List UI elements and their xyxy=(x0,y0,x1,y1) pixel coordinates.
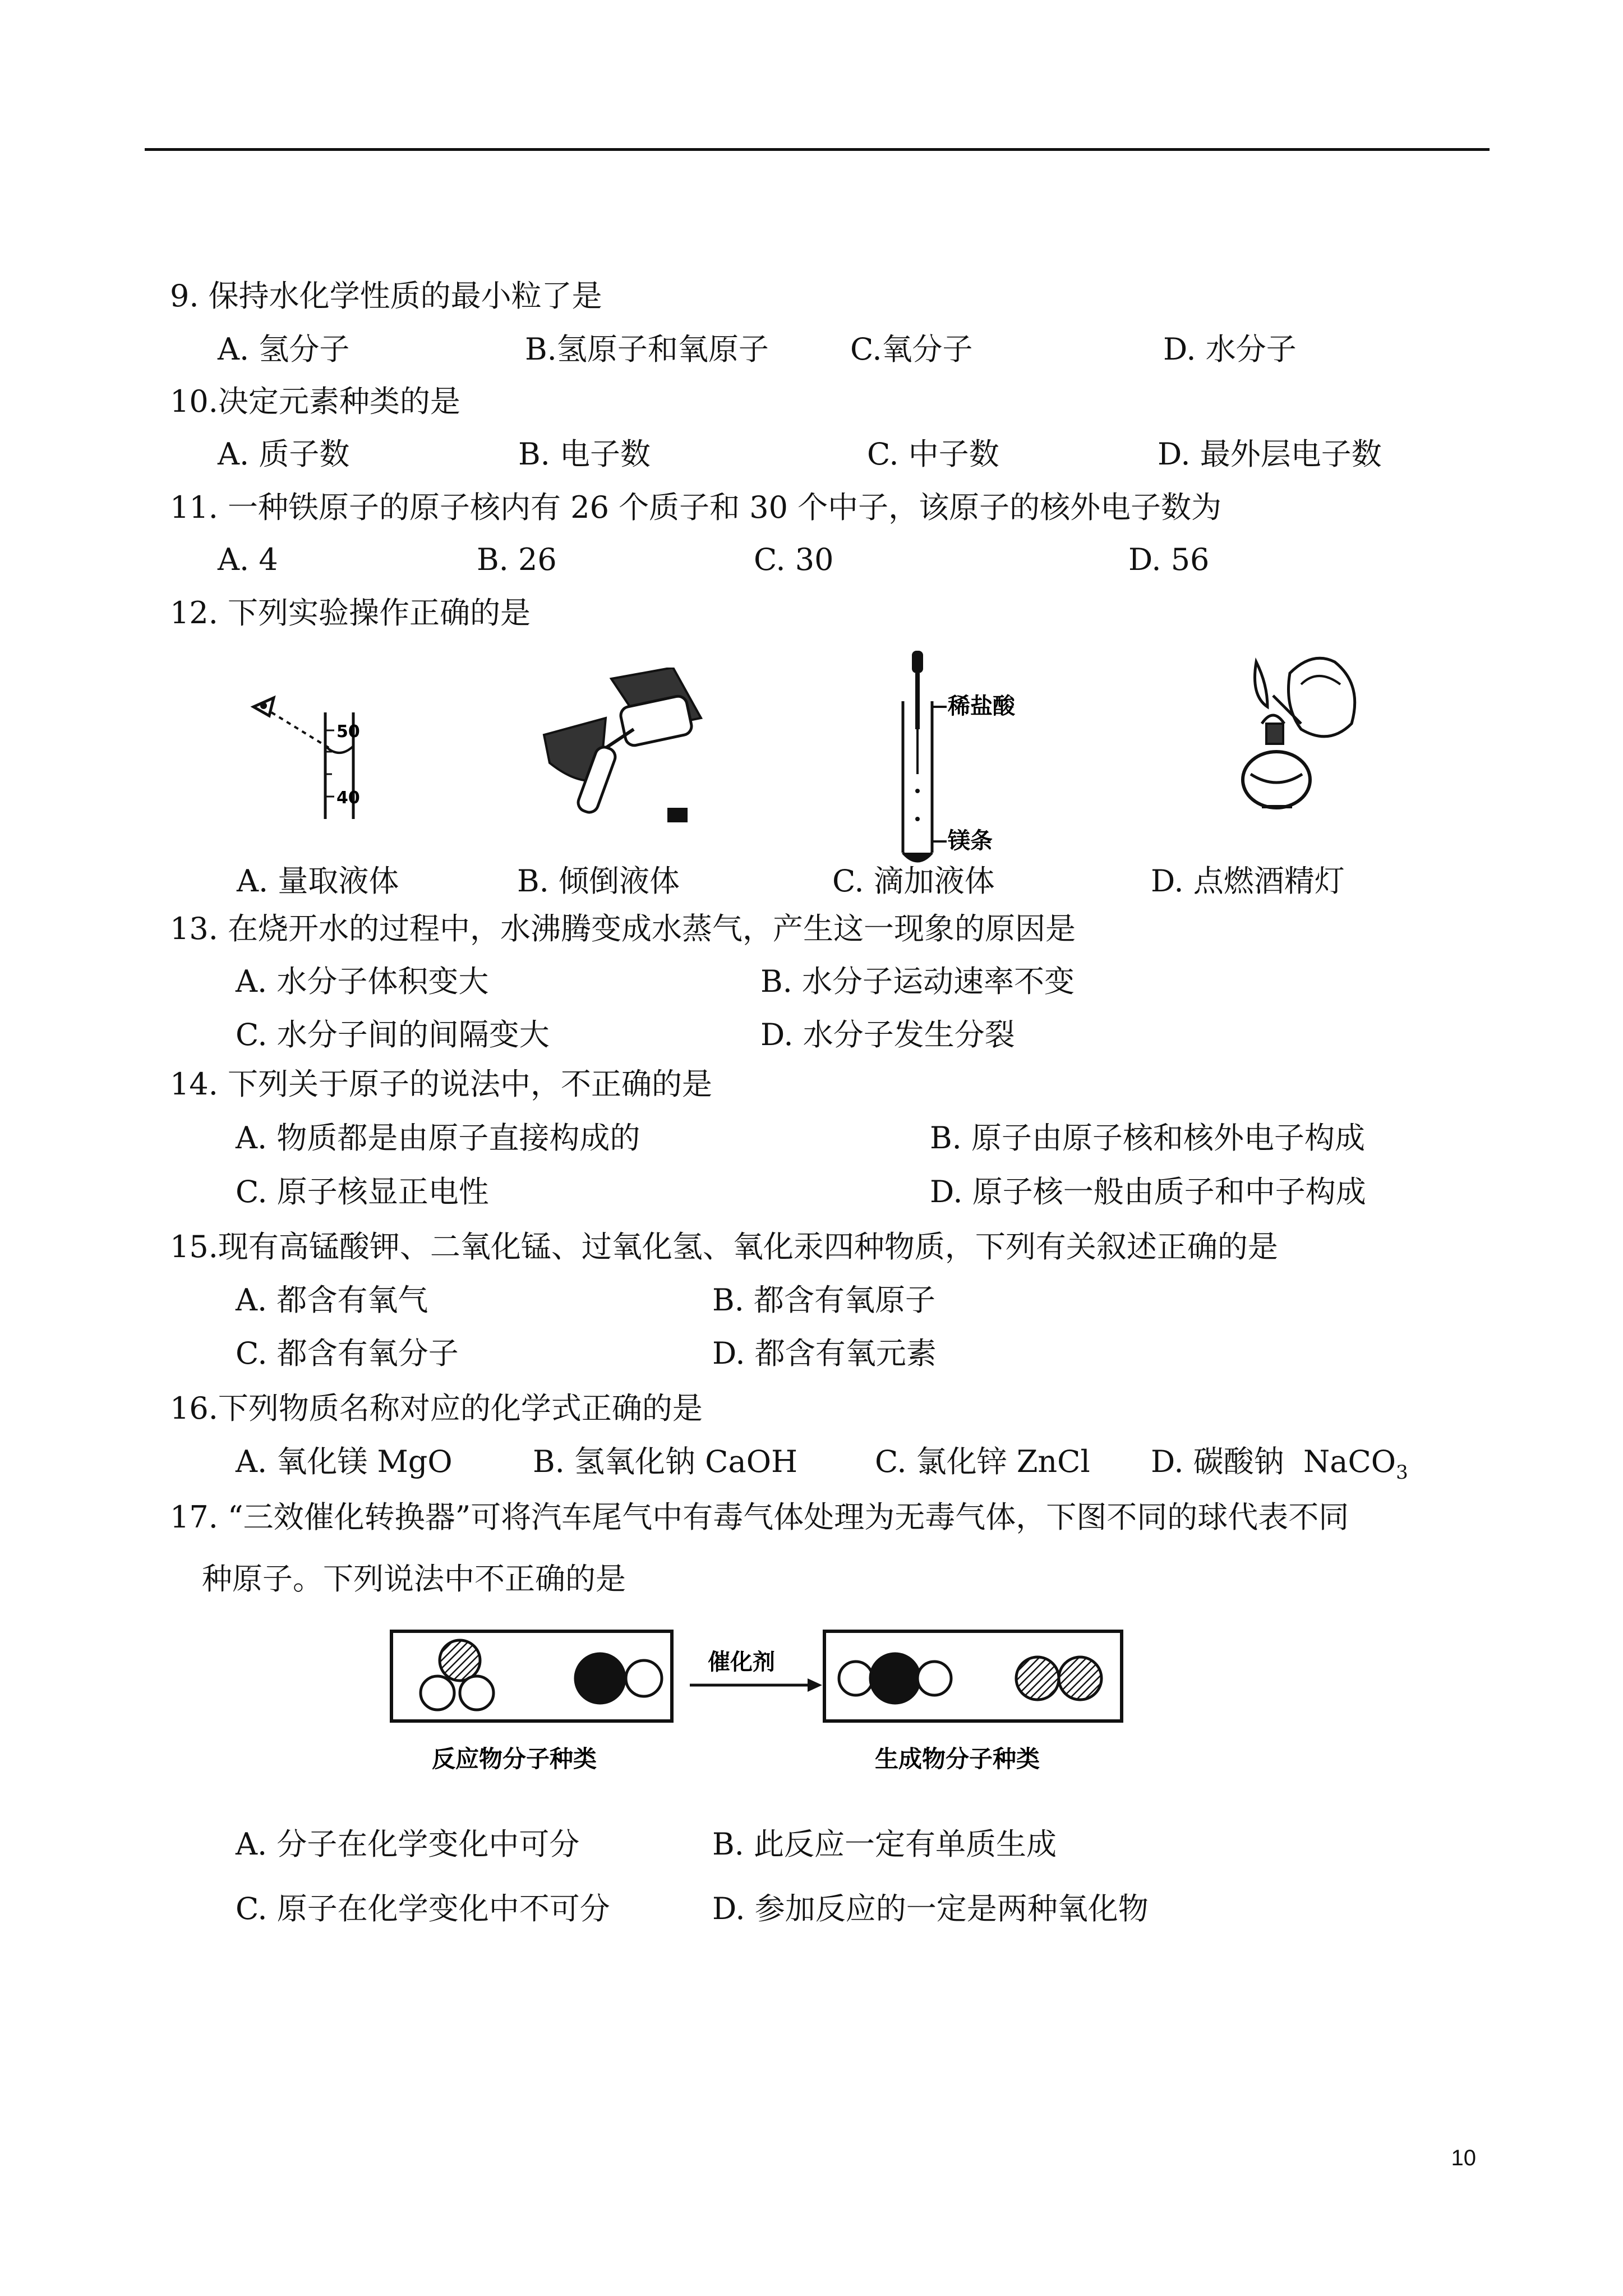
black-atom xyxy=(870,1654,920,1703)
q15-stem: 15.现有高锰酸钾、二氧化锰、过氧化氢、氧化汞四种物质，下列有关叙述正确的是 xyxy=(170,1229,1278,1264)
q16-option-b: B. 氢氧化钠 CaOH xyxy=(533,1444,798,1479)
q17-stem-line1: 17. “三效催化转换器”可将汽车尾气中有毒气体处理为无毒气体，下图不同的球代表不同 xyxy=(170,1499,1349,1535)
q10-option-c: C. 中子数 xyxy=(867,436,999,472)
q15-option-b: B. 都含有氧原子 xyxy=(712,1282,936,1318)
q10-option-a: A. 质子数 xyxy=(218,436,350,472)
q10-stem: 10.决定元素种类的是 xyxy=(170,384,460,419)
figure-catalytic-reaction xyxy=(387,1627,1138,1784)
q9-option-c: C.氧分子 xyxy=(850,332,973,367)
figure-pouring-liquid xyxy=(533,668,712,836)
dilute-hcl-label: 稀盐酸 xyxy=(948,693,1015,719)
product-caption: 生成物分子种类 xyxy=(875,1745,1040,1773)
q11-option-b: B. 26 xyxy=(477,542,557,577)
white-atom xyxy=(460,1676,494,1710)
page-number: 10 xyxy=(1451,2146,1476,2170)
q16-option-a: A. 氧化镁 MgO xyxy=(236,1444,453,1479)
q14-option-d: D. 原子核一般由质子和中子构成 xyxy=(930,1174,1366,1209)
q15-option-c: C. 都含有氧分子 xyxy=(236,1336,459,1371)
q13-option-d: D. 水分子发生分裂 xyxy=(760,1017,1015,1052)
q16-stem: 16.下列物质名称对应的化学式正确的是 xyxy=(170,1391,703,1426)
q12-option-c: C. 滴加液体 xyxy=(832,863,995,899)
q17-option-d: D. 参加反应的一定是两种氧化物 xyxy=(712,1891,1149,1926)
q9-stem: 9. 保持水化学性质的最小粒了是 xyxy=(170,278,602,314)
scale-bottom-label: 40 xyxy=(336,788,360,808)
q13-option-b: B. 水分子运动速率不变 xyxy=(760,964,1075,999)
q17-stem-line2: 种原子。下列说法中不正确的是 xyxy=(202,1561,626,1596)
q15-option-a: A. 都含有氧气 xyxy=(236,1282,428,1318)
q16-option-d xyxy=(1151,1443,1408,1491)
scale-top-label: 50 xyxy=(336,722,360,742)
white-atom xyxy=(917,1662,951,1695)
q9-option-d: D. 水分子 xyxy=(1163,332,1297,367)
q16-option-d-formula: NaCO xyxy=(1303,1444,1396,1479)
q16-option-d-name: D. 碳酸钠 xyxy=(1151,1444,1284,1479)
black-atom xyxy=(575,1654,625,1703)
q9-option-b: B.氢原子和氧原子 xyxy=(525,332,769,367)
q15-option-d: D. 都含有氧元素 xyxy=(712,1336,937,1371)
q14-stem: 14. 下列关于原子的说法中，不正确的是 xyxy=(170,1066,713,1102)
q11-stem: 11. 一种铁原子的原子核内有 26 个质子和 30 个中子，该原子的核外电子数为 xyxy=(170,490,1222,525)
white-atom xyxy=(421,1676,454,1710)
q16-option-d-subscript: 3 xyxy=(1396,1461,1408,1484)
hatched-atom xyxy=(1016,1657,1059,1700)
q12-option-b: B. 倾倒液体 xyxy=(517,863,680,899)
reactant-caption: 反应物分子种类 xyxy=(432,1745,597,1773)
q13-stem: 13. 在烧开水的过程中，水沸腾变成水蒸气，产生这一现象的原因是 xyxy=(170,911,1076,946)
q11-option-c: C. 30 xyxy=(754,542,834,577)
q12-option-a: A. 量取液体 xyxy=(237,863,399,899)
q12-option-d: D. 点燃酒精灯 xyxy=(1151,863,1345,899)
q10-option-d: D. 最外层电子数 xyxy=(1158,436,1382,472)
q17-option-b: B. 此反应一定有单质生成 xyxy=(712,1826,1057,1862)
q17-option-a: A. 分子在化学变化中可分 xyxy=(236,1826,580,1862)
hatched-atom xyxy=(1059,1657,1101,1700)
magnesium-ribbon-label: 镁条 xyxy=(948,828,993,854)
q17-option-c: C. 原子在化学变化中不可分 xyxy=(236,1891,610,1926)
catalyst-label: 催化剂 xyxy=(708,1649,775,1675)
eye-icon xyxy=(253,698,274,716)
q9-option-a: A. 氢分子 xyxy=(218,332,350,367)
white-atom xyxy=(626,1660,662,1696)
figure-dropping-liquid xyxy=(892,651,1038,869)
q11-option-a: A. 4 xyxy=(218,542,278,577)
q10-option-b: B. 电子数 xyxy=(518,436,651,472)
q14-option-a: A. 物质都是由原子直接构成的 xyxy=(236,1120,640,1156)
q12-stem: 12. 下列实验操作正确的是 xyxy=(170,595,531,631)
q14-option-c: C. 原子核显正电性 xyxy=(236,1174,489,1209)
q16-option-c: C. 氯化锌 ZnCl xyxy=(875,1444,1090,1479)
figure-lighting-lamp xyxy=(1234,651,1380,830)
q13-option-a: A. 水分子体积变大 xyxy=(236,964,489,999)
figure-measuring-liquid xyxy=(247,690,370,825)
q11-option-d: D. 56 xyxy=(1128,542,1210,577)
q13-option-c: C. 水分子间的间隔变大 xyxy=(236,1017,550,1052)
header-rule xyxy=(145,148,1490,151)
hatched-atom xyxy=(440,1640,480,1681)
q14-option-b: B. 原子由原子核和核外电子构成 xyxy=(930,1120,1366,1156)
white-atom xyxy=(839,1662,873,1695)
